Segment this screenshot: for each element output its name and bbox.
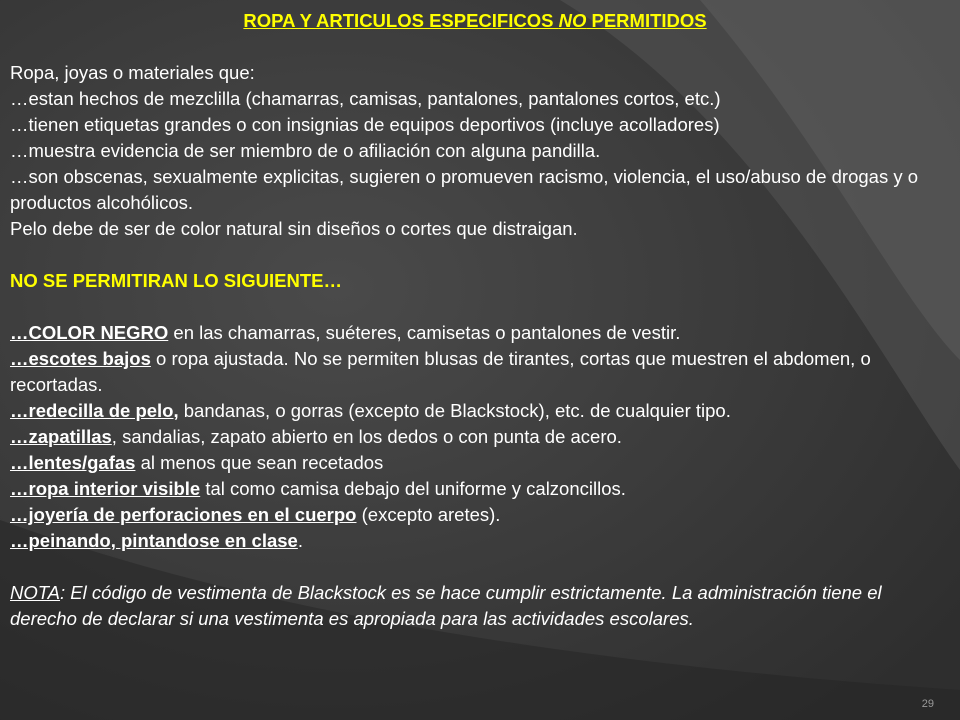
- rule-text: tal como camisa debajo del uniforme y calzoncillos.: [200, 478, 626, 499]
- page-number: 29: [921, 698, 934, 710]
- title-emphasis: NO: [558, 10, 587, 31]
- rule-item: [10, 476, 940, 502]
- rule-key: …zapatillas: [10, 426, 112, 447]
- list-item: …muestra evidencia de ser miembro de o afiliación con alguna pandilla.: [10, 140, 601, 161]
- nota-paragraph: [10, 580, 940, 632]
- nota-label: NOTA: [10, 582, 61, 603]
- rule-text: o ropa ajustada. No se permiten blusas de tirantes, cortas que muestren el abdomen, o recortadas.: [10, 348, 871, 395]
- rule-text: al menos que sean recetados: [135, 452, 384, 473]
- title-part1: ROPA Y ARTICULOS ESPECIFICOS: [243, 10, 559, 31]
- rule-text: bandanas, o gorras (excepto de Blackstock), etc. de cualquier tipo.: [178, 400, 731, 421]
- rule-text: (excepto aretes).: [356, 504, 501, 525]
- intro-text: Ropa, joyas o materiales que:: [10, 62, 255, 83]
- rule-item: [10, 346, 940, 398]
- nota-text: : El código de vestimenta de Blackstock es se hace cumplir estrictamente. La administración tiene el derecho de declarar si una vestimenta es apropiada para las actividades escolares.: [10, 582, 882, 629]
- rule-key: …joyería de perforaciones en el cuerpo: [10, 504, 357, 525]
- title-part2: PERMITIDOS: [586, 10, 707, 31]
- list-item: …estan hechos de mezclilla (chamarras, camisas, pantalones, pantalones cortos, etc.): [10, 88, 721, 109]
- rule-item: [10, 502, 940, 528]
- list-item: …son obscenas, sexualmente explicitas, sugieren o promueven racismo, violencia, el uso/abuso de drogas y o productos alcohólicos.: [10, 166, 919, 213]
- rule-key: …COLOR NEGRO: [10, 322, 169, 343]
- rule-item: [10, 398, 940, 424]
- rule-item: [10, 424, 940, 450]
- rule-key: …redecilla de pelo,: [10, 400, 179, 421]
- slide-content: [10, 8, 940, 632]
- rule-item: [10, 450, 940, 476]
- rule-text: en las chamarras, suéteres, camisetas o pantalones de vestir.: [168, 322, 681, 343]
- section-heading: NO SE PERMITIRAN LO SIGUIENTE…: [10, 270, 342, 291]
- rule-text: , sandalias, zapato abierto en los dedos o con punta de acero.: [111, 426, 622, 447]
- rule-key: …ropa interior visible: [10, 478, 201, 499]
- rule-text: .: [297, 530, 303, 551]
- rule-key: …escotes bajos: [10, 348, 151, 369]
- rule-key: …peinando, pintandose en clase: [10, 530, 298, 551]
- list-item: …tienen etiquetas grandes o con insignias de equipos deportivos (incluye acolladores): [10, 114, 720, 135]
- rule-item: [10, 528, 940, 554]
- rule-item: [10, 320, 940, 346]
- hair-rule: Pelo debe de ser de color natural sin diseños o cortes que distraigan.: [10, 218, 578, 239]
- slide-title: [10, 8, 940, 34]
- rule-key: …lentes/gafas: [10, 452, 136, 473]
